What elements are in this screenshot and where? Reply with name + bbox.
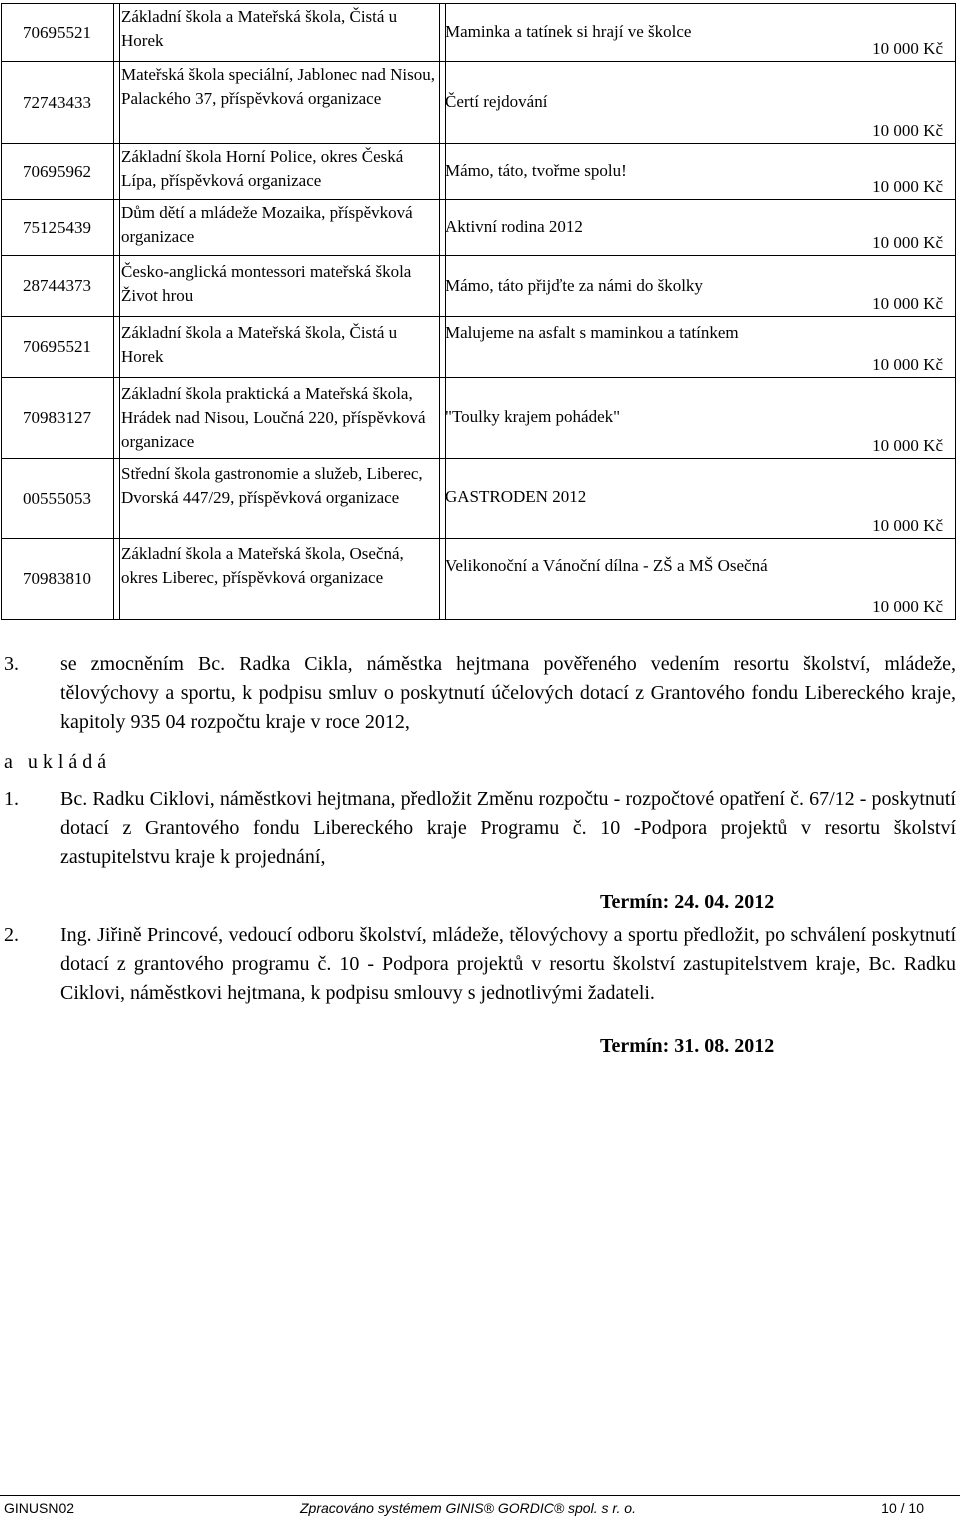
system-note: Zpracováno systémem GINIS® GORDIC® spol. s r. o. — [300, 1500, 636, 1516]
task-deadline: Termín: 24. 04. 2012 — [600, 891, 775, 913]
section-text: se zmocněním Bc. Radka Cikla, náměstka hejtmana pověřeného vedením resortu školství, mládeže, tělovýchovy a sportu, k podpisu smluv o poskytnutí účelových dotací z Grantového fondu Libereckého kraje, kapitoly 935 04 rozpočtu kraje v roce 2012, — [60, 653, 956, 733]
table-row — [1, 200, 955, 255]
ico-cell: 70983127 — [23, 408, 91, 427]
page-number: 10 / 10 — [881, 1500, 924, 1516]
table-row — [1, 378, 955, 458]
project-cell: Čertí rejdování — [445, 92, 548, 111]
organization-cell: Základní škola a Mateřská škola, Čistá u Horek — [121, 323, 398, 366]
project-cell: Aktivní rodina 2012 — [445, 217, 583, 236]
organization-cell: Mateřská škola speciální, Jablonec nad Nisou, Palackého 37, příspěvková organizace — [121, 65, 435, 108]
project-cell: Velikonoční a Vánoční dílna - ZŠ a MŠ Osečná — [445, 556, 768, 575]
section-number: 3. — [4, 653, 19, 675]
resolution-text — [4, 650, 956, 1061]
table-row — [1, 459, 955, 538]
organization-cell: Základní škola a Mateřská škola, Osečná, okres Liberec, příspěvková organizace — [121, 544, 404, 587]
deadline-row — [4, 1032, 956, 1061]
organization-cell: Střední škola gastronomie a služeb, Liberec, Dvorská 447/29, příspěvková organizace — [121, 464, 423, 507]
section-3 — [4, 650, 956, 737]
organization-cell: Základní škola praktická a Mateřská škola, Hrádek nad Nisou, Loučná 220, příspěvková organizace — [121, 384, 426, 451]
uklada-heading: a ukládá — [4, 751, 112, 773]
ico-cell: 28744373 — [23, 276, 91, 295]
ico-cell: 72743433 — [23, 92, 91, 112]
document-code: GINUSN02 — [4, 1500, 75, 1516]
table-row — [1, 256, 955, 316]
amount-cell: 10 000 Kč — [872, 355, 943, 374]
table-border-right — [955, 3, 956, 620]
amount-cell: 10 000 Kč — [872, 516, 943, 535]
task-1 — [4, 785, 956, 872]
organization-cell: Dům dětí a mládeže Mozaika, příspěvková organizace — [121, 203, 413, 246]
organization-cell: Základní škola a Mateřská škola, Čistá u Horek — [121, 7, 398, 50]
project-cell: Mámo, táto, tvořme spolu! — [445, 161, 627, 180]
project-cell: "Toulky krajem pohádek" — [445, 407, 621, 426]
amount-cell: 10 000 Kč — [872, 233, 943, 252]
task-text: Bc. Radku Ciklovi, náměstkovi hejtmana, předložit Změnu rozpočtu - rozpočtové opatření č. 67/12 - poskytnutí dotací z Grantového fondu Libereckého kraje Programu č. 10 -Podpora projektů v resortu školství zastupitelstvu kraje k projednání, — [60, 788, 956, 868]
amount-cell: 10 000 Kč — [872, 597, 943, 616]
deadline-row — [4, 888, 956, 917]
task-deadline: Termín: 31. 08. 2012 — [600, 1035, 775, 1057]
task-text: Ing. Jiřině Princové, vedoucí odboru školství, mládeže, tělovýchovy a sportu předložit, po schválení poskytnutí dotací z grantového programu č. 10 - Podpora projektů v resortu školství zastupitelstvem kraje, Bc. Radku Ciklovi, náměstkovi hejtmana, k podpisu smlouvy s jednotlivými žadateli. — [60, 924, 956, 1004]
table-row — [1, 539, 955, 619]
project-cell: Maminka a tatínek si hrají ve školce — [445, 22, 692, 41]
ico-cell: 70695521 — [23, 337, 91, 356]
task-2 — [4, 921, 956, 1008]
table-row — [1, 4, 955, 61]
task-number: 2. — [4, 924, 19, 946]
table-row — [1, 317, 955, 377]
project-cell: GASTRODEN 2012 — [445, 487, 587, 506]
amount-cell: 10 000 Kč — [872, 294, 943, 313]
organization-cell: Česko-anglická montessori mateřská škola Život hrou — [121, 262, 412, 305]
ico-cell: 70695521 — [23, 22, 91, 42]
project-cell: Mámo, táto přijďte za námi do školky — [445, 276, 703, 295]
amount-cell: 10 000 Kč — [872, 39, 943, 58]
task-number: 1. — [4, 788, 19, 810]
ico-cell: 00555053 — [23, 488, 91, 508]
ico-cell: 70983810 — [23, 569, 91, 588]
table-border-bottom — [1, 619, 955, 620]
grants-table — [1, 3, 955, 620]
table-row — [1, 144, 955, 199]
amount-cell: 10 000 Kč — [872, 177, 943, 196]
amount-cell: 10 000 Kč — [872, 121, 943, 140]
project-cell: Malujeme na asfalt s maminkou a tatínkem — [445, 323, 739, 342]
ico-cell: 75125439 — [23, 217, 91, 237]
amount-cell: 10 000 Kč — [872, 436, 943, 455]
ico-cell: 70695962 — [23, 161, 91, 181]
organization-cell: Základní škola Horní Police, okres Česká Lípa, příspěvková organizace — [121, 147, 404, 190]
page-footer — [0, 1495, 960, 1518]
table-row — [1, 62, 955, 143]
